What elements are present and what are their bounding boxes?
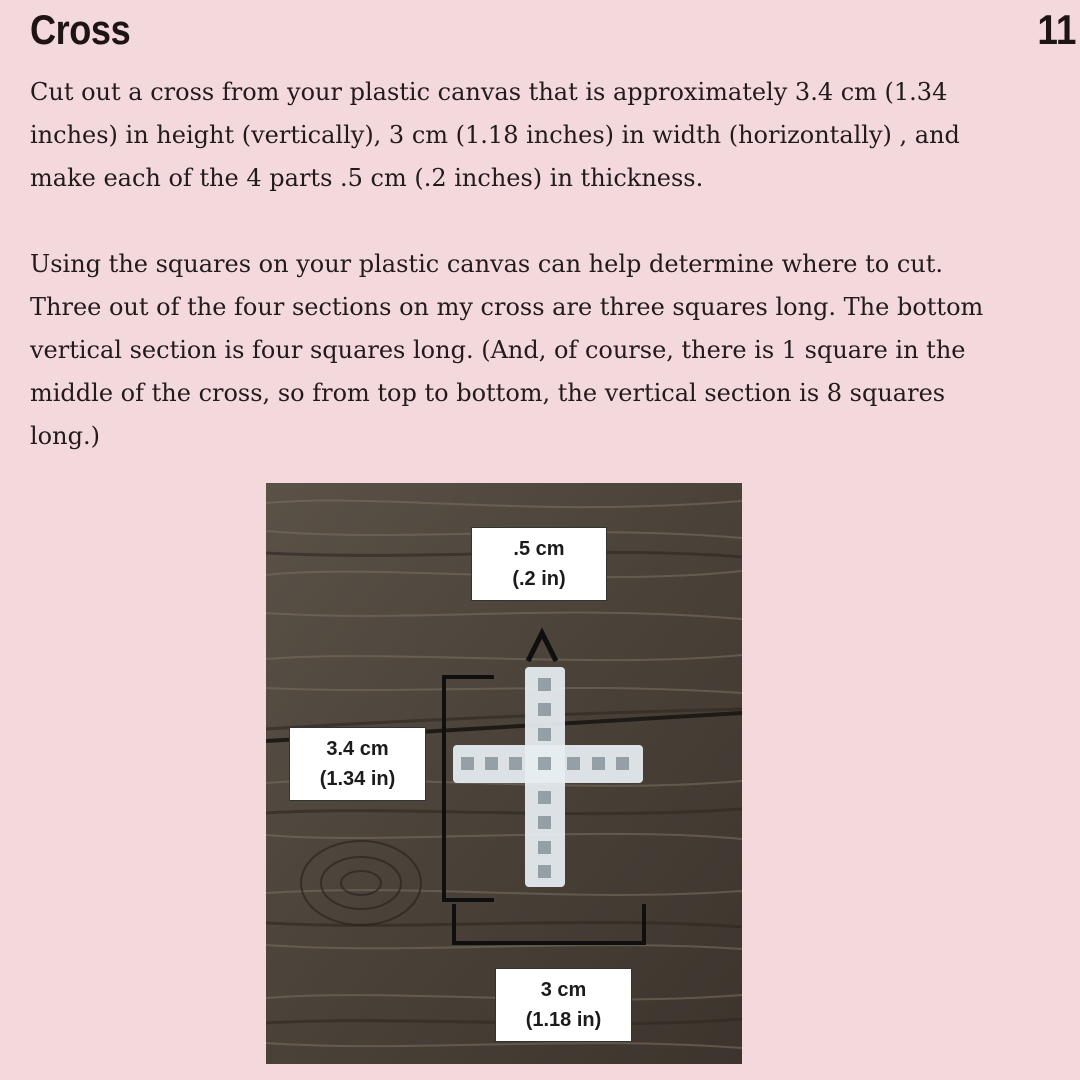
- paragraph-dimensions: Cut out a cross from your plastic canvas that is approximately 3.4 cm (1.34 inches) in height (vertically), 3 cm (1.18 inches) in width (horizontally) , and make each of the 4 parts .5 cm (.2 inches) in thickness.: [30, 78, 960, 192]
- width-label: [495, 968, 632, 1042]
- height-label: [289, 727, 426, 801]
- height-in: (1.34 in): [319, 768, 396, 790]
- paragraph-squares: Using the squares on your plastic canvas can help determine where to cut. Three out of the four sections on my cross are three squares long. The bottom vertical section is four squares long. (And, of course, there is 1 square in the middle of the cross, so from top to bottom, the vertical section is 8 squares long.): [30, 250, 984, 450]
- thickness-cm: .5 cm: [513, 538, 565, 560]
- cross-measurement-photo: [266, 483, 742, 1064]
- width-in: (1.18 in): [525, 1009, 602, 1031]
- page-title: Cross: [30, 6, 131, 53]
- page-number: 11: [1036, 6, 1076, 53]
- instructions-text: [30, 71, 990, 458]
- width-cm: 3 cm: [540, 979, 587, 1001]
- thickness-label: [471, 527, 607, 601]
- height-cm: 3.4 cm: [326, 738, 389, 760]
- thickness-in: (.2 in): [512, 568, 566, 590]
